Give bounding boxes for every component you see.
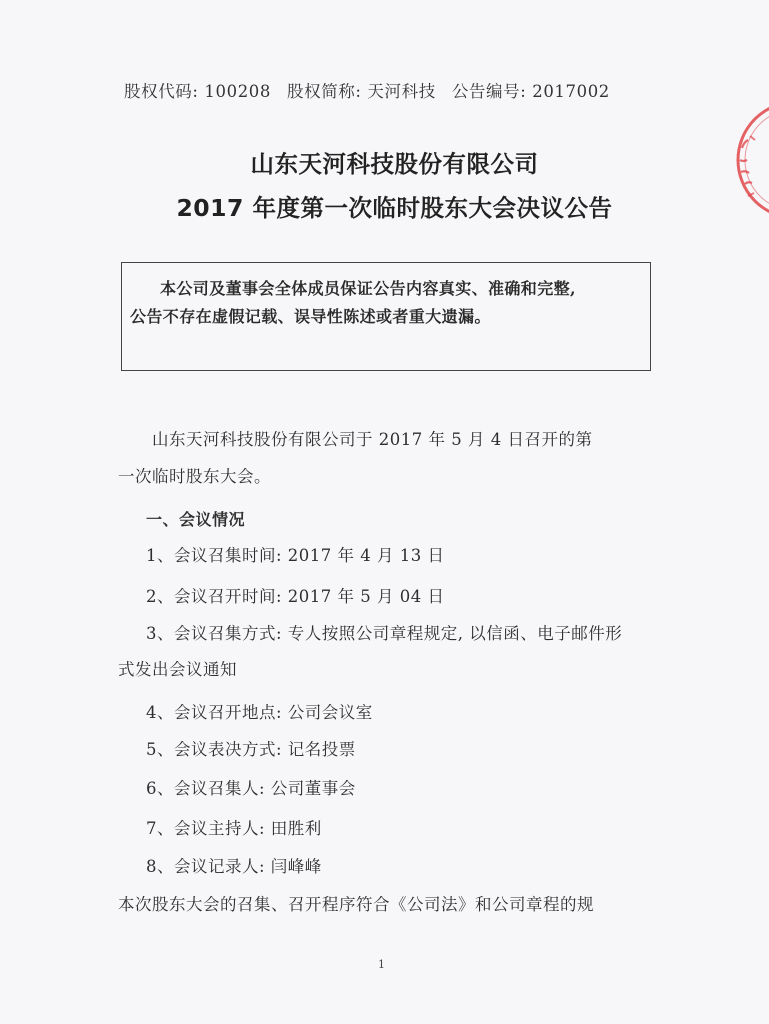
section-heading-meeting: 一、会议情况	[146, 510, 246, 529]
meeting-item-6: 6、会议召集人: 公司董事会	[146, 779, 356, 798]
meeting-item-7: 7、会议主持人: 田胜利	[146, 819, 322, 838]
disclaimer-text	[130, 275, 642, 331]
meeting-item-1: 1、会议召集时间: 2017 年 4 月 13 日	[146, 546, 445, 565]
disclaimer-box	[121, 262, 651, 371]
stock-short-name: 股权简称: 天河科技	[287, 82, 436, 101]
meeting-item-8: 8、会议记录人: 闫峰峰	[146, 857, 322, 876]
meeting-item-4: 4、会议召开地点: 公司会议室	[146, 703, 373, 722]
intro-paragraph-line-1: 山东天河科技股份有限公司于 2017 年 5 月 4 日召开的第	[152, 430, 593, 449]
intro-paragraph-line-2: 一次临时股东大会。	[118, 467, 271, 486]
announcement-title: 2017 年度第一次临时股东大会决议公告	[176, 194, 613, 222]
meeting-item-3: 3、会议召集方式: 专人按照公司章程规定, 以信函、电子邮件形	[146, 624, 623, 643]
meeting-item-2: 2、会议召开时间: 2017 年 5 月 04 日	[146, 587, 445, 606]
company-title: 山东天河科技股份有限公司	[250, 150, 539, 178]
disclaimer-line-1: 本公司及董事会全体成员保证公告内容真实、准确和完整,	[160, 279, 576, 298]
meeting-item-5: 5、会议表决方式: 记名投票	[146, 740, 356, 759]
stock-code: 股权代码: 100208	[124, 82, 271, 101]
meeting-item-3-continued: 式发出会议通知	[118, 660, 237, 679]
closing-paragraph: 本次股东大会的召集、召开程序符合《公司法》和公司章程的规	[118, 895, 594, 914]
disclaimer-line-2: 公告不存在虚假记载、误导性陈述或者重大遗漏。	[130, 307, 491, 326]
notice-number: 公告编号: 2017002	[451, 82, 610, 101]
company-seal-stamp	[728, 98, 769, 228]
page-number: 1	[378, 958, 385, 971]
announcement-header	[124, 78, 610, 102]
